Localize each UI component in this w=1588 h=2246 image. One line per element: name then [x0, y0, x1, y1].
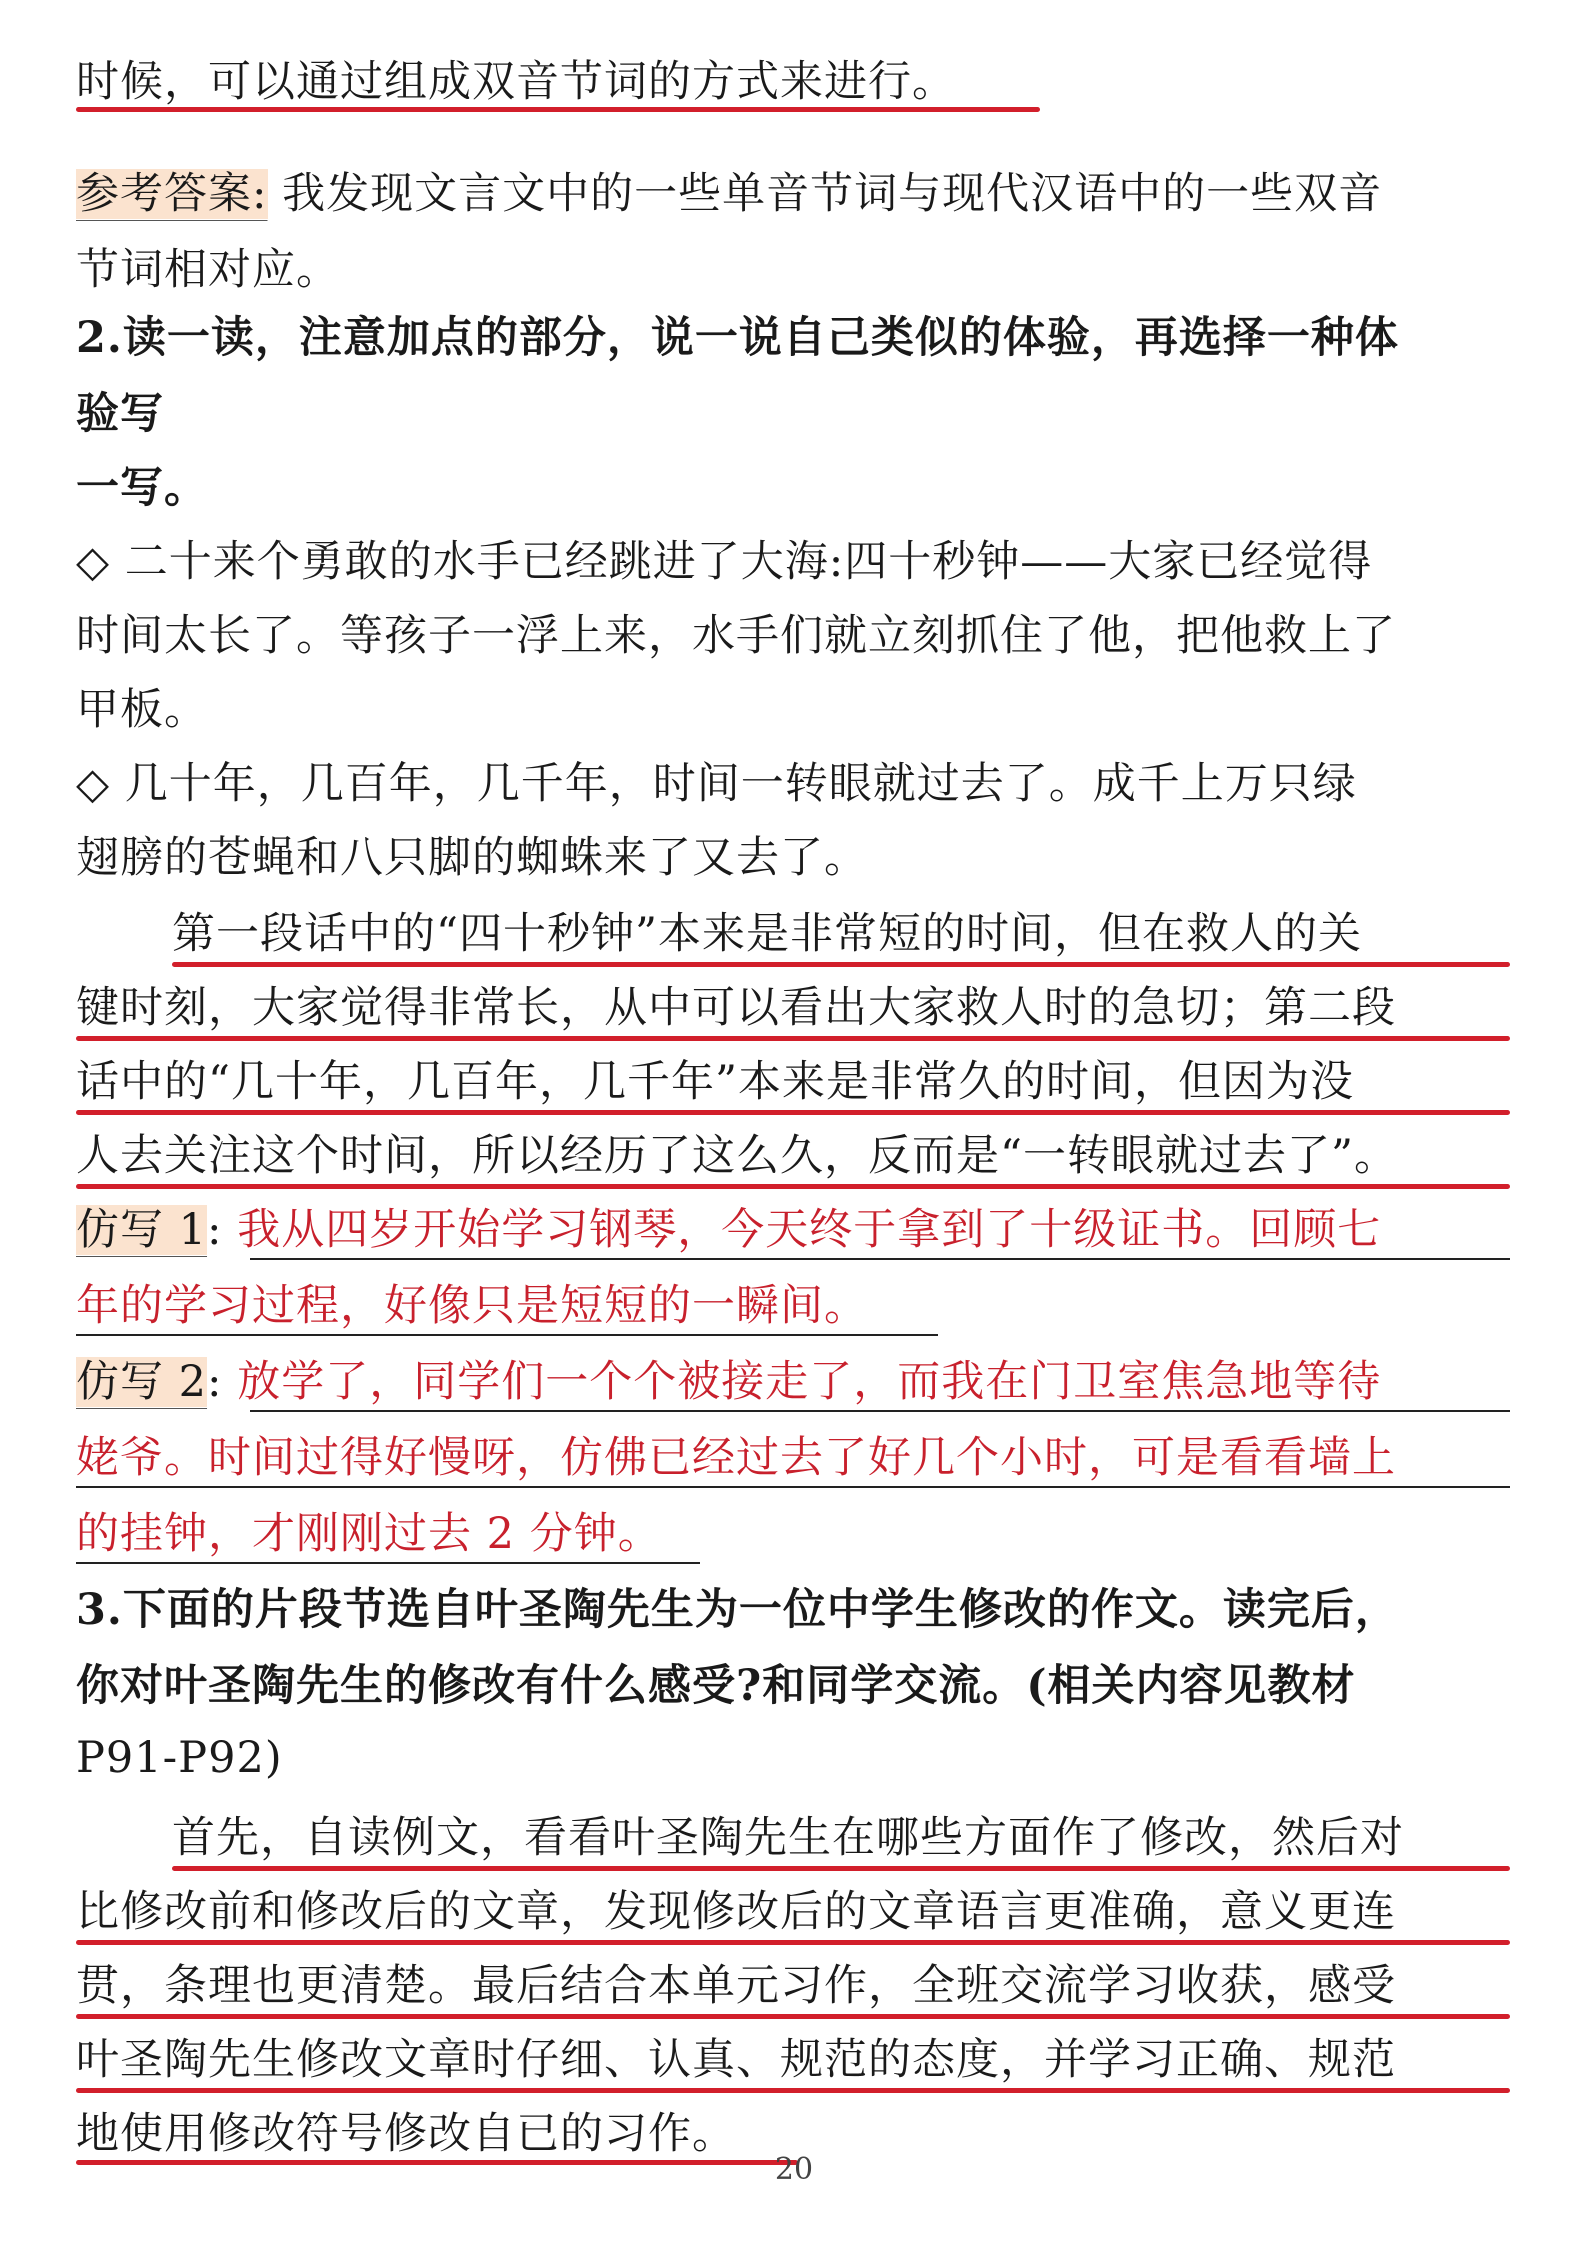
thin-underline [76, 1334, 938, 1336]
imitation-2-text: 放学了，同学们一个个被接走了，而我在门卫室焦急地等待 [237, 1357, 1382, 1407]
excerpt-line: 时间太长了。等孩子一浮上来，水手们就立刻抓住了他，把他救上了 [76, 611, 1396, 661]
answer-line [76, 164, 1516, 224]
red-underline [76, 1184, 1510, 1189]
analysis-line: 第一段话中的“四十秒钟”本来是非常短的时间，但在救人的关 [172, 909, 1362, 959]
question-2-line: 一写。 [76, 463, 208, 513]
answer-paragraph-line: 地使用修改符号修改自已的习作。 [76, 2109, 736, 2159]
red-underline [172, 1866, 1510, 1871]
red-underline [76, 107, 1040, 112]
analysis-line: 话中的“几十年，几百年，几千年”本来是非常久的时间，但因为没 [76, 1057, 1354, 1107]
question-3-line: 你对叶圣陶先生的修改有什么感受?和同学交流。(相关内容见教材 [76, 1661, 1356, 1711]
excerpt-line: 翅膀的苍蝇和八只脚的蜘蛛来了又去了。 [76, 833, 868, 883]
thin-underline [250, 1410, 1510, 1412]
excerpt-line: ◇ 几十年，几百年，几千年，时间一转眼就过去了。成千上万只绿 [76, 759, 1357, 809]
answer-paragraph-line: 比修改前和修改后的文章，发现修改后的文章语言更准确，意义更连 [76, 1887, 1396, 1937]
answer-text: 我发现文言文中的一些单音节词与现代汉语中的一些双音 [282, 169, 1383, 219]
excerpt-line: ◇ 二十来个勇敢的水手已经跳进了大海:四十秒钟——大家已经觉得 [76, 537, 1373, 587]
excerpt-line: 甲板。 [76, 685, 208, 735]
answer-paragraph-line: 贯，条理也更清楚。最后结合本单元习作，全班交流学习收获，感受 [76, 1961, 1396, 2011]
thin-underline [250, 1258, 1510, 1260]
red-underline [76, 2088, 1510, 2093]
answer-paragraph-line: 首先，自读例文，看看叶圣陶先生在哪些方面作了修改，然后对 [172, 1813, 1404, 1863]
analysis-line: 人去关注这个时间，所以经历了这么久，反而是“一转眼就过去了”。 [76, 1131, 1398, 1181]
imitation-2-line: 姥爷。时间过得好慢呀，仿佛已经过去了好几个小时，可是看看墙上 [76, 1433, 1396, 1483]
red-underline [172, 962, 1510, 967]
question-2-line: 验写 [76, 389, 164, 439]
analysis-line: 键时刻，大家觉得非常长，从中可以看出大家救人时的急切；第二段 [76, 983, 1396, 1033]
answer-label: 参考答案: [76, 169, 268, 219]
red-underline [76, 1110, 1510, 1115]
imitation-2-label: 仿写 2 [76, 1357, 208, 1407]
thin-underline [76, 1562, 700, 1564]
imitation-1-line: 仿写 1: 我从四岁开始学习钢琴，今天终于拿到了十级证书。回顾七 [76, 1205, 1382, 1255]
question-3-line: 3.下面的片段节选自叶圣陶先生为一位中学生修改的作文。读完后， [76, 1585, 1399, 1635]
question-2-line: 2.读一读，注意加点的部分，说一说自己类似的体验，再选择一种体 [76, 313, 1399, 363]
red-underline [76, 1036, 1510, 1041]
imitation-2-line: 的挂钟，才刚刚过去 2 分钟。 [76, 1509, 662, 1559]
imitation-1-line: 年的学习过程，好像只是短短的一瞬间。 [76, 1281, 868, 1331]
answer-paragraph-line: 叶圣陶先生修改文章时仔细、认真、规范的态度，并学习正确、规范 [76, 2035, 1396, 2085]
text-line: 节词相对应。 [76, 245, 340, 295]
imitation-1-label: 仿写 1 [76, 1205, 208, 1255]
page-number: 20 [774, 2152, 814, 2187]
red-underline [76, 2014, 1510, 2019]
red-underline [76, 1940, 1510, 1945]
text-line: 时候，可以通过组成双音节词的方式来进行。 [76, 57, 956, 107]
thin-underline [76, 1486, 1510, 1488]
imitation-2-line: 仿写 2: 放学了，同学们一个个被接走了，而我在门卫室焦急地等待 [76, 1357, 1382, 1407]
imitation-1-text: 我从四岁开始学习钢琴，今天终于拿到了十级证书。回顾七 [237, 1205, 1382, 1255]
question-3-ref: P91-P92) [76, 1733, 283, 1783]
